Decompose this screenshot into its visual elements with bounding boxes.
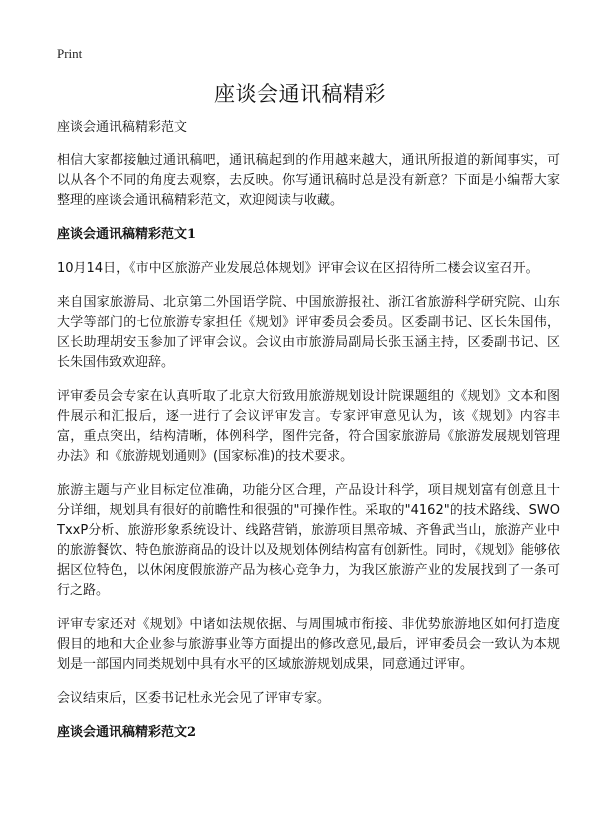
article-subtitle: 座谈会通讯稿精彩范文 xyxy=(57,120,188,135)
paragraph-2: 来自国家旅游局、北京第二外国语学院、中国旅游报社、浙江省旅游科学研究院、山东大学等部门的七位旅游专家担任《规划》评审委员会委员。区委副书记、区长朱国伟，区长助理胡安玉参加了评审会议。会议由市旅游局副局长张玉涵主持，区委副书记、区长朱国伟致欢迎辞。 xyxy=(57,295,560,370)
section-heading-2: 座谈会通讯稿精彩范文2 xyxy=(57,725,197,740)
section-heading-1: 座谈会通讯稿精彩范文1 xyxy=(57,227,197,242)
paragraph-6: 会议结束后，区委书记杜永光会见了评审专家。 xyxy=(57,691,331,706)
paragraph-3: 评审委员会专家在认真听取了北京大衍致用旅游规划设计院课题组的《规划》文本和图件展示和汇报后，逐一进行了会议评审发言。专家评审意见认为，该《规划》内容丰富，重点突出，结构清晰，体例科学，图件完备，符合国家旅游局《旅游发展规划管理办法》和《旅游规划通则》(国家标准)的技术要求。 xyxy=(57,389,560,464)
intro-paragraph: 相信大家都接触过通讯稿吧，通讯稿起到的作用越来越大，通讯所报道的新闻事实，可以从各个不同的角度去观察，去反映。你写通讯稿时总是没有新意？下面是小编帮大家整理的座谈会通讯稿精彩范文，欢迎阅读与收藏。 xyxy=(57,153,560,208)
print-link[interactable]: Print xyxy=(57,46,83,61)
page-title: 座谈会通讯稿精彩 xyxy=(214,82,386,106)
paragraph-4: 旅游主题与产业目标定位准确，功能分区合理，产品设计科学，项目规划富有创意且十分详细，规划具有很好的前瞻性和很强的"可操作性。采取的"4162"的技术路线、SWOTxxP分析、旅游形象系统设计、线路营销，旅游项目黑帝城、齐鲁武当山，旅游产业中的旅游餐饮、特色旅游商品的设计以及规划体例结构富有创新性。同时，《规划》能够依据区位特色，以休闲度假旅游产品为核心竞争力，为我区旅游产业的发展找到了一条可行之路。 xyxy=(57,483,560,598)
paragraph-1: 10月14日，《市中区旅游产业发展总体规划》评审会议在区招待所二楼会议室召开。 xyxy=(57,261,539,276)
article-body xyxy=(57,118,560,757)
paragraph-5: 评审专家还对《规划》中诸如法规依据、与周围城市衔接、非优势旅游地区如何打造度假目的地和大企业参与旅游事业等方面提出的修改意见,最后，评审委员会一致认为本规划是一部国内同类规划中具有水平的区域旅游规划成果，同意通过评审。 xyxy=(57,617,560,672)
